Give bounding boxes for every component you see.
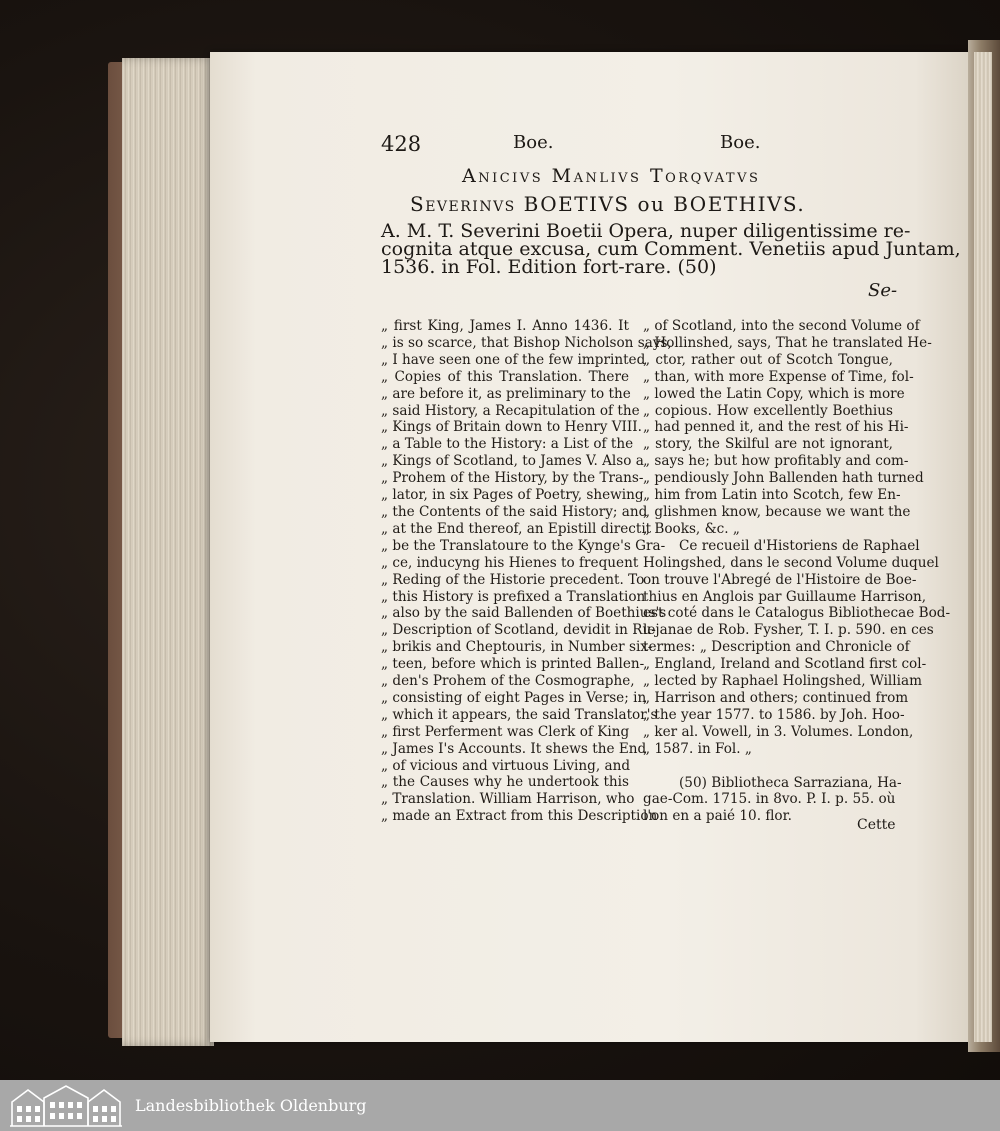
text-line: „ Translation. William Harrison, who [381,791,635,808]
text-line: „ Copies of this Translation. There [381,368,629,385]
text-line: on trouve l'Abregé de l'Histoire de Boe- [643,571,917,588]
bibliography-line: A. M. T. Severini Boetii Opera, nuper diligentissime re- [381,220,911,242]
text-line: „ are before it, as preliminary to the [381,385,631,402]
quote-line: „ glishmen know, because we want the [643,503,911,520]
page-number: 428 [381,132,422,156]
text-line: „ ker al. Vowell, in 3. Volumes. London, [643,723,914,740]
footnote-line: (50) Bibliotheca Sarraziana, Ha- [679,774,902,791]
text-line: „ den's Prohem of the Cosmographe, [381,673,635,690]
text-line: „ lected by Raphael Holingshed, William [643,673,922,690]
quote-line: „ of Scotland, into the second Volume of [643,318,920,334]
quote-line: „ had penned it, and the rest of his Hi- [643,419,909,436]
text-line: „ which it appears, the said Translator's [381,706,658,723]
text-line: „ Kings of Scotland, to James V. Also a [381,453,644,470]
text-line: „ at the End thereof, an Epistill directit [381,520,652,537]
quote-line: „ says he; but how profitably and com- [643,453,909,470]
text-line: „ Description of Scotland, devidit in Ru- [381,622,656,639]
text-line: „ first King, James I. Anno 1436. It [381,318,629,334]
running-head-right: Boe. [720,132,761,153]
heading-line-2 [410,192,805,216]
text-line: thius en Anglois par Guillaume Harrison, [643,588,927,605]
catchword-bottom: Cette [857,817,896,833]
page-edges [122,58,214,1046]
text-line: „ this History is prefixed a Translation [381,588,646,605]
text-line: „ the Causes why he undertook this [381,774,629,791]
footnote-line: l'on en a paié 10. flor. [643,808,792,825]
text-line: Ce recueil d'Historiens de Raphael [679,537,920,554]
quote-line: „ pendiously John Ballenden hath turned [643,470,924,487]
catchword-top: Se- [868,280,898,301]
text-line: „ lator, in six Pages of Poetry, shewing [381,487,644,504]
text-line: „ 1587. in Fol. „ [643,740,752,757]
text-line: „ Kings of Britain down to Henry VIII. [381,419,642,436]
text-line: lejanae de Rob. Fysher, T. I. p. 590. en ces [643,622,934,639]
quote-line: „ copious. How excellently Boethius [643,402,893,419]
text-line: „ the Contents of the said History; and [381,503,648,520]
text-line: „ also by the said Ballenden of Boethius's [381,605,667,622]
quote-line: „ lowed the Latin Copy, which is more [643,385,905,402]
text-line: „ is so scarce, that Bishop Nicholson says, [381,334,672,351]
footer-label: Landesbibliothek Oldenburg [135,1096,367,1115]
footnote-line: gae-Com. 1715. in 8vo. P. I. p. 55. où [643,791,896,808]
left-column [381,318,672,825]
text-line: est coté dans le Catalogus Bibliothecae Bod- [643,605,951,622]
text-line: „ of vicious and virtuous Living, and [381,757,631,774]
text-line: „ teen, before which is printed Ballen- [381,656,645,673]
text-line: „ made an Extract from this Description [381,808,658,825]
text-line: termes: „ Description and Chronicle of [643,639,910,656]
text-line: „ I have seen one of the few imprinted [381,351,646,368]
text-line: „ said History, a Recapitulation of the [381,402,640,419]
text-line: Holingshed, dans le second Volume duquel [643,554,939,571]
text-line: „ Prohem of the History, by the Trans- [381,470,644,487]
library-building-icon [8,1082,124,1128]
text-line: „ England, Ireland and Scotland first col- [643,656,927,673]
text-line: „ James I's Accounts. It shews the End [381,740,647,757]
bibliography-line: 1536. in Fol. Edition fort-rare. (50) [381,256,717,278]
text-line: „ Reding of the Historie precedent. To [381,571,645,588]
quote-line: „ him from Latin into Scotch, few En- [643,487,901,504]
quote-line: „ ctor, rather out of Scotch Tongue, [643,351,893,368]
text-line: „ first Perferment was Clerk of King [381,723,630,740]
text-line: „ Harrison and others; continued from [643,689,909,706]
text-line: „ a Table to the History: a List of the [381,436,634,453]
text-line: „ the year 1577. to 1586. by Joh. Hoo- [643,706,905,723]
text-line: „ consisting of eight Pages in Verse; in [381,689,647,706]
quote-line: „ Books, &c. „ [643,520,740,537]
quote-line: „ than, with more Expense of Time, fol- [643,368,914,385]
paragraph-spacer [643,758,893,775]
text-line: „ ce, inducyng his Hienes to frequent [381,554,639,571]
heading-line-1: Anicivs Manlivs Torqvatvs [462,165,761,187]
quote-line: „ story, the Skilful are not ignorant, [643,436,893,453]
heading-prefix: Severinvs [410,192,516,216]
footer-bar [0,1080,1000,1131]
heading-main: BOETIVS ou BOETHIVS. [523,192,806,216]
running-head-left: Boe. [513,132,554,153]
bibliography-line: cognita atque excusa, cum Comment. Venetiis apud Juntam, [381,238,961,260]
quote-line: „ Hollinshed, says, That he translated He- [643,334,932,351]
text-line: „ be the Translatoure to the Kynge's Gra- [381,537,666,554]
right-page-edges [974,52,992,1042]
text-line: „ brikis and Cheptouris, in Number six- [381,639,653,656]
